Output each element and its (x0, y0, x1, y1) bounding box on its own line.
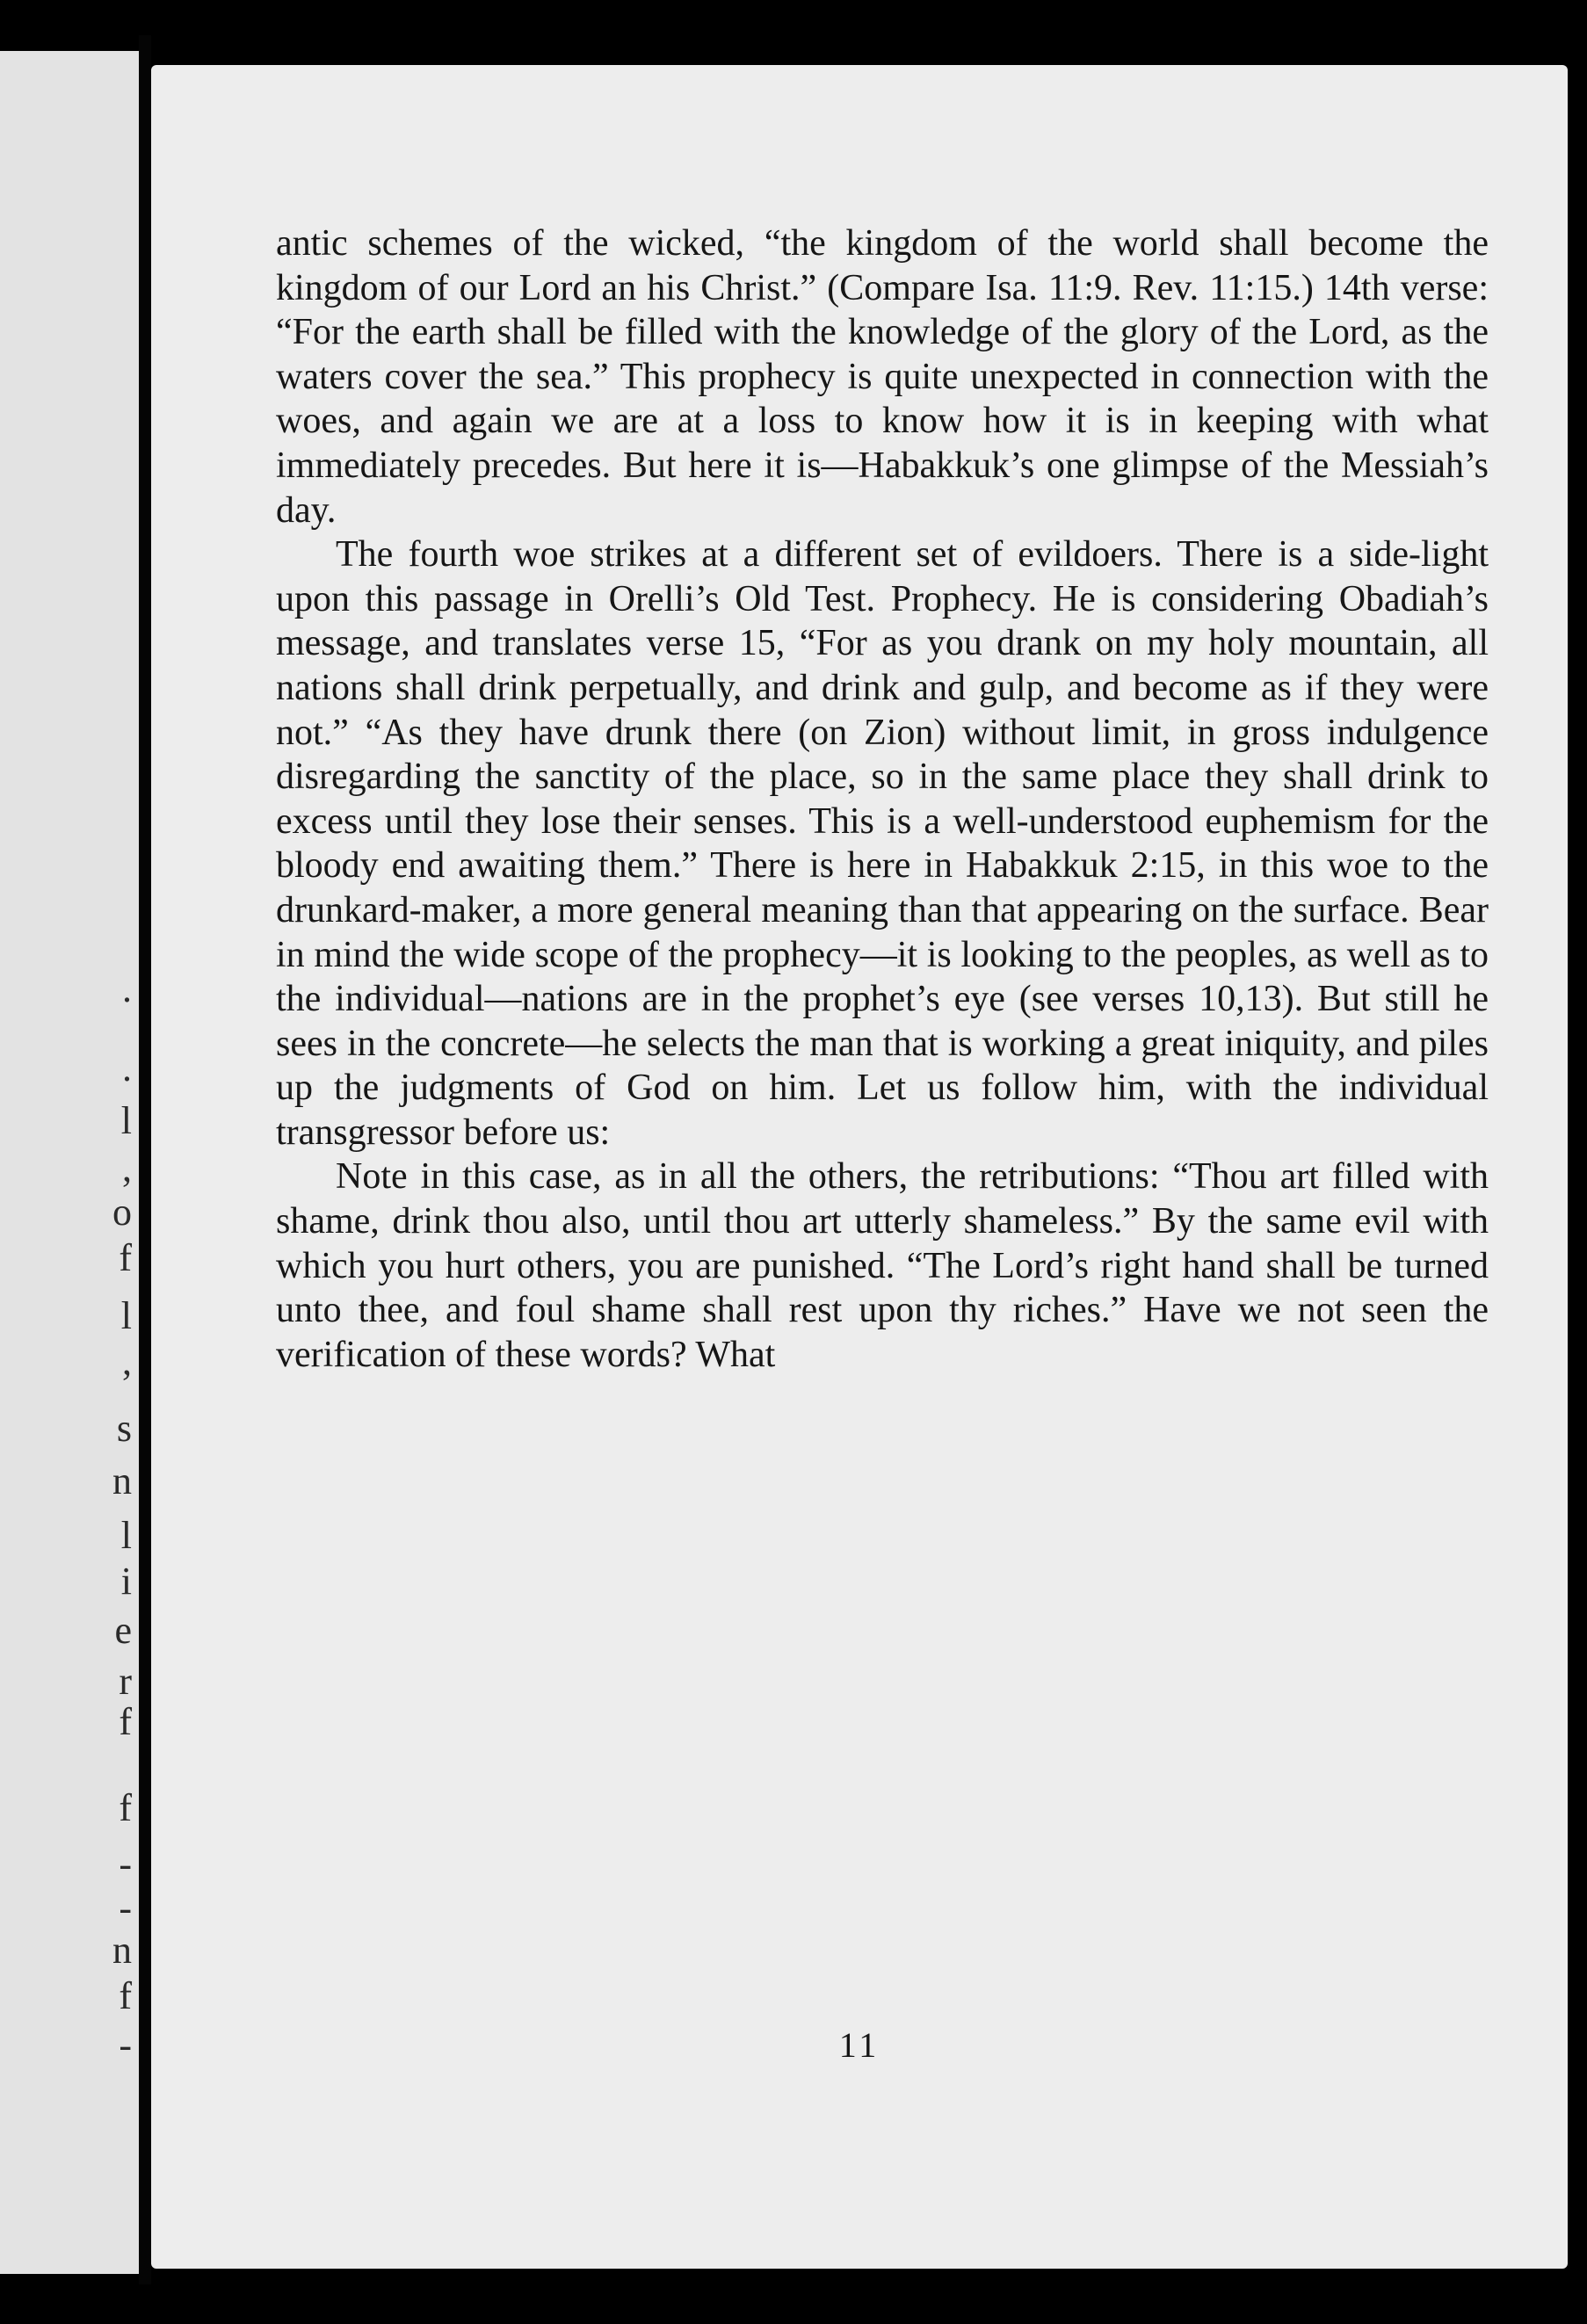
margin-fragment: . (122, 1046, 132, 1090)
margin-fragment: l (120, 1514, 132, 1557)
margin-fragment: s (116, 1407, 132, 1450)
margin-fragment: l (120, 1099, 132, 1142)
margin-fragment: n (112, 1459, 132, 1502)
margin-fragment: i (120, 1560, 132, 1603)
body-text (276, 221, 1489, 1377)
margin-fragment: r (119, 1660, 132, 1703)
margin-fragment: - (119, 1886, 132, 1929)
page-number: 11 (838, 2025, 880, 2065)
margin-fragment: , (122, 1340, 132, 1383)
margin-fragment: l (120, 1294, 132, 1337)
margin-fragment: - (119, 1843, 132, 1886)
margin-fragment: , (122, 1147, 132, 1190)
left-page-edge (0, 51, 139, 2274)
margin-fragment: f (119, 1786, 132, 1829)
margin-fragment: e (114, 1609, 132, 1652)
margin-fragment: f (119, 1974, 132, 2017)
margin-fragment: o (112, 1191, 132, 1234)
paragraph: Note in this case, as in all the others, the retributions: “Thou art filled with shame, drink thou also, until thou art utterly shameless.” By the same evil with which you hurt others, you are punished. “The Lord’s right hand shall be turned unto thee, and foul shame shall rest upon thy riches.” Have we not seen the verification of these words? What (276, 1156, 1489, 1375)
margin-fragment: - (119, 2024, 132, 2067)
margin-fragment: f (119, 1700, 132, 1743)
paragraph: The fourth woe strikes at a different set of evildoers. There is a side-light upon this passage in Orelli’s Old Test. Prophecy. He is considering Obadiah’s message, and translates verse 15, “For as you drank on my holy mountain, all nations shall drink perpetually, and drink and gulp, and become as if they were not.” “As they have drunk there (on Zion) without limit, in gross indulgence disregarding the sanctity of the place, so in the same place they shall drink to excess until they lose their senses. This is a well-understood euphemism for the bloody end awaiting them.” There is here in Habakkuk 2:15, in this woe to the drunkard-maker, a more general meaning than that appearing on the surface. Bear in mind the wide scope of the prophecy—it is looking to the peoples, as well as to the individual—nations are in the prophet’s eye (see verses 10,13). But still he sees in the concrete—he selects the man that is working a great iniquity, and piles up the judgments of God on him. Let us follow him, with the individual transgressor before us: (276, 534, 1489, 1153)
margin-fragment: n (112, 1929, 132, 1972)
margin-fragment: . (122, 967, 132, 1010)
margin-fragment: f (119, 1236, 132, 1279)
paragraph: antic schemes of the wicked, “the kingdom of the world shall become the kingdom of our Lord an his Christ.” (Compare Isa. 11:9. Rev. 11:15.) 14th verse: “For the earth shall be filled with the knowledge of the glory of the Lord, as the waters cover the sea.” This prophecy is quite unexpected in connection with the woes, and again we are at a loss to know how it is in keeping with what immediately precedes. But here it is—Habakkuk’s one glimpse of the Messiah’s day. (276, 223, 1489, 531)
book-gutter (139, 35, 151, 2284)
right-page (151, 65, 1568, 2269)
